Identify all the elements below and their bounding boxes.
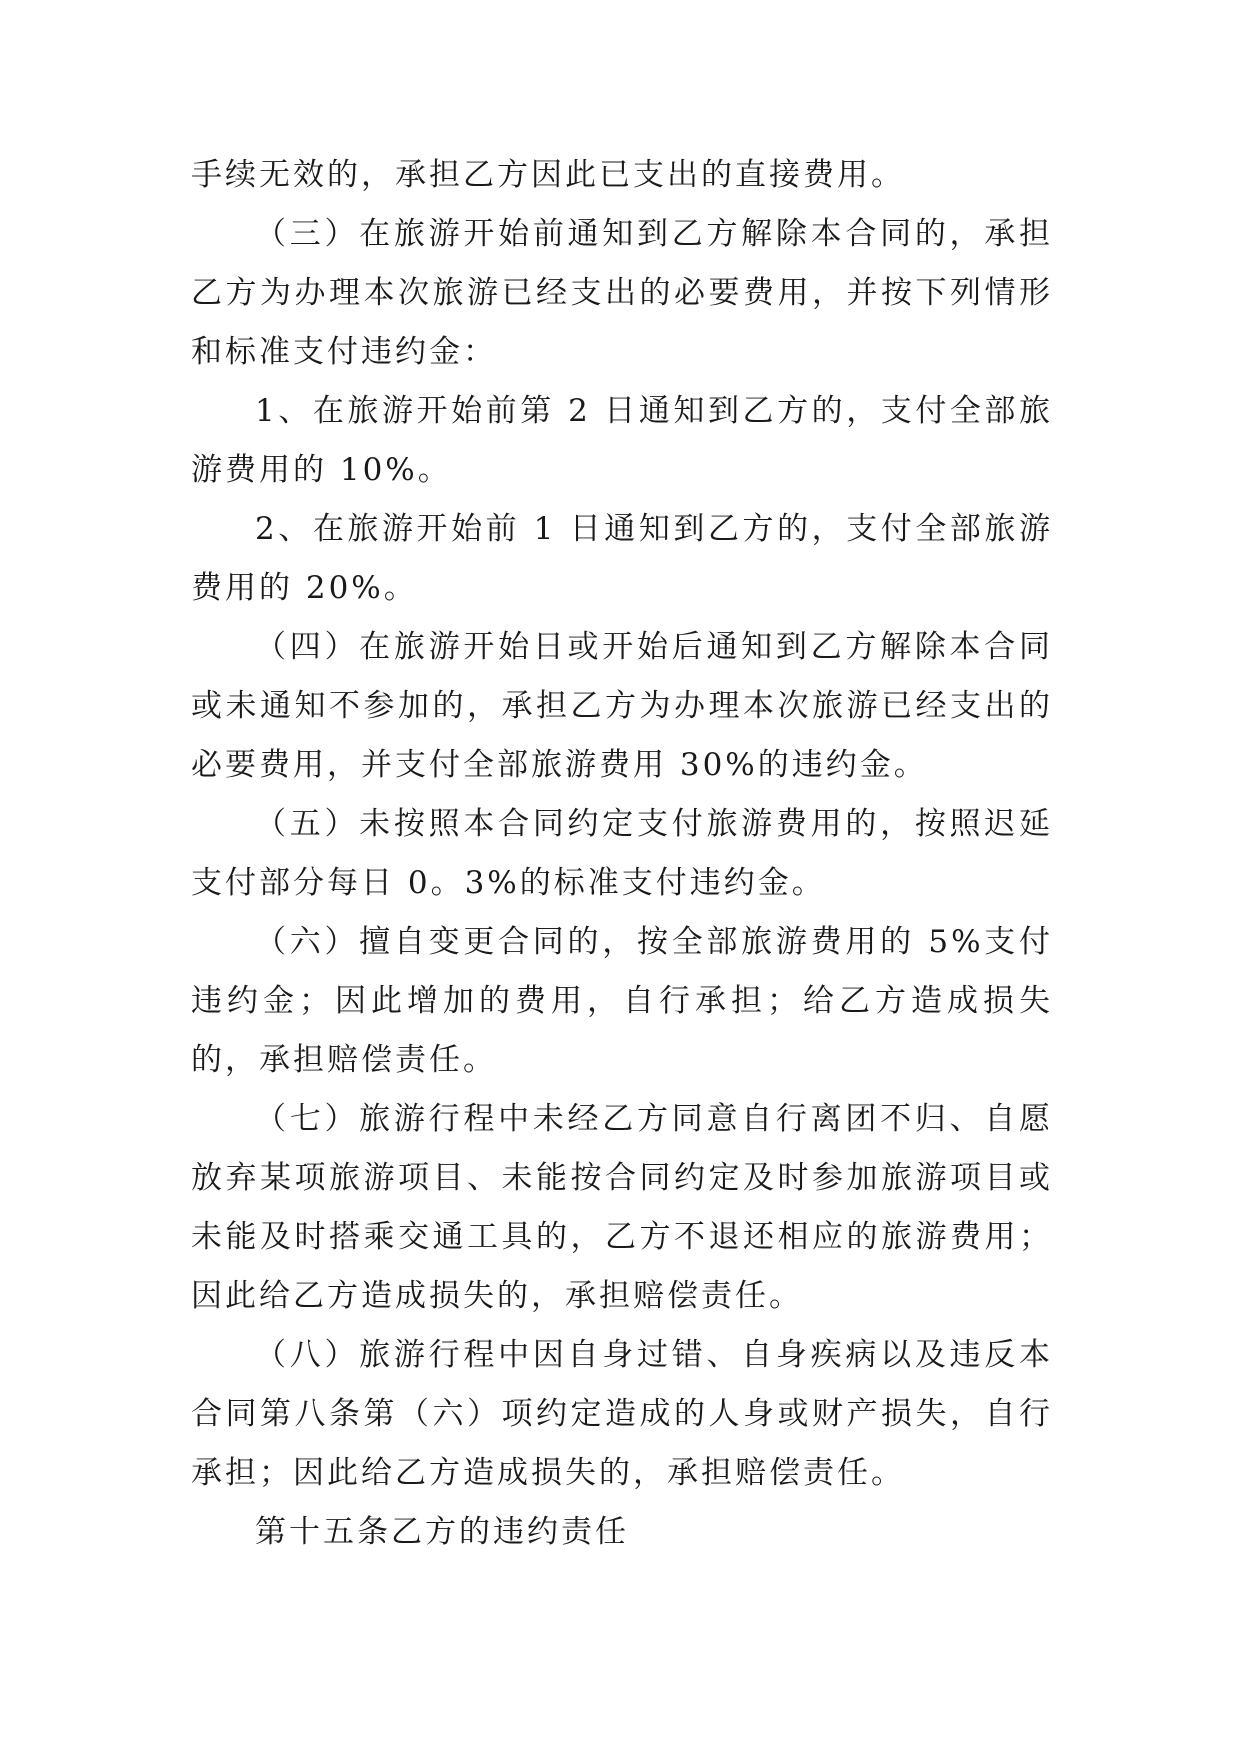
paragraph-item-2: 2、在旅游开始前 1 日通知到乙方的，支付全部旅游费用的 20%。: [191, 511, 1053, 606]
paragraph-clause-8: （八）旅游行程中因自身过错、自身疾病以及违反本合同第八条第（六）项约定造成的人身或财产损失，自行承担；因此给乙方造成损失的，承担赔偿责任。: [191, 1337, 1053, 1491]
section-heading: 第十五条乙方的违约责任: [255, 1514, 629, 1550]
paragraph-item-1: 1、在旅游开始前第 2 日通知到乙方的，支付全部旅游费用的 10%。: [191, 393, 1053, 488]
paragraph-continuation: 手续无效的，承担乙方因此已支出的直接费用。: [191, 157, 905, 193]
paragraph-clause-7: （七）旅游行程中未经乙方同意自行离团不归、自愿放弃某项旅游项目、未能按合同约定及时参加旅游项目或未能及时搭乘交通工具的，乙方不退还相应的旅游费用；因此给乙方造成损失的，承担赔偿责任。: [191, 1101, 1053, 1314]
paragraph-clause-6: （六）擅自变更合同的，按全部旅游费用的 5%支付违约金；因此增加的费用，自行承担；给乙方造成损失的，承担赔偿责任。: [191, 924, 1053, 1078]
paragraph-clause-4: （四）在旅游开始日或开始后通知到乙方解除本合同或未通知不参加的，承担乙方为办理本次旅游已经支出的必要费用，并支付全部旅游费用 30%的违约金。: [191, 629, 1053, 783]
document-body: [191, 146, 1053, 1562]
paragraph-clause-5: （五）未按照本合同约定支付旅游费用的，按照迟延支付部分每日 0。3%的标准支付违约金。: [191, 806, 1053, 901]
paragraph-clause-3: （三）在旅游开始前通知到乙方解除本合同的，承担乙方为办理本次旅游已经支出的必要费用，并按下列情形和标准支付违约金：: [191, 216, 1053, 370]
